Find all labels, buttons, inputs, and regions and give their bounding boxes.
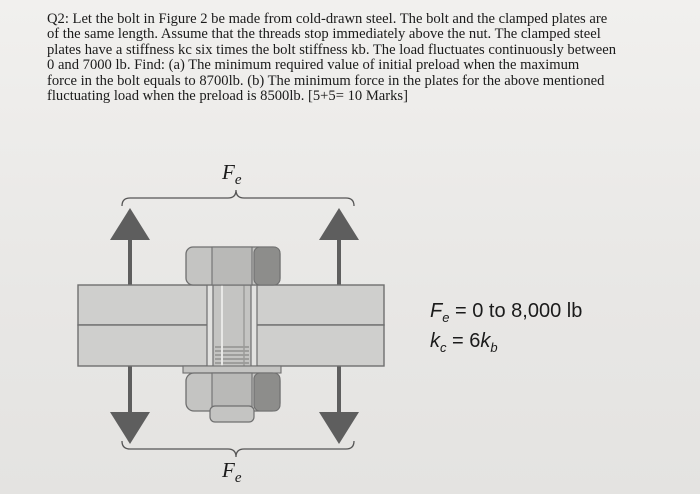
question-line: Q2: Let the bolt in Figure 2 be made from cold-drawn steel. The bolt and the clamped plates are [47, 11, 608, 27]
formula-var-2: k [480, 330, 491, 352]
force-subscript: e [234, 470, 242, 487]
formula-rest: = 0 to 8,000 lb [449, 300, 583, 322]
question-line: fluctuating load when the preload is 8500lb. [47, 88, 305, 105]
washer [183, 366, 281, 373]
formula-load [430, 300, 582, 325]
question-line: force in the bolt equals to 8700lb. (b) The minimum force in the plates for the above mentioned [47, 72, 605, 89]
nut [186, 373, 280, 411]
question-line: plates have a stiffness kc six times the bolt stiffness kb. The load fluctuates continuously between [47, 41, 617, 58]
force-label-bottom [222, 458, 242, 487]
formula-eq: = 6 [446, 330, 481, 352]
formula-subscript: e [442, 310, 450, 325]
top-brace [122, 190, 354, 206]
question-line: 0 and 7000 lb. Find: (a) The minimum required value of initial preload when the maximum [47, 57, 580, 74]
force-label-top [222, 160, 242, 189]
force-symbol: F [222, 160, 235, 184]
marks-label: [5+5= 10 Marks] [308, 88, 408, 105]
bolt-end [210, 406, 254, 422]
formula-subscript-2: b [490, 340, 498, 355]
formula-var: k [430, 330, 440, 352]
bolt-head [186, 247, 280, 285]
force-symbol: F [222, 458, 235, 482]
formula-var: F [430, 300, 443, 322]
formula-stiffness [430, 330, 498, 355]
force-subscript: e [234, 172, 242, 189]
bottom-brace [122, 441, 354, 457]
question-line: of the same length. Assume that the threads stop immediately above the nut. The clamped steel [47, 26, 601, 43]
formula-subscript: c [440, 340, 447, 355]
